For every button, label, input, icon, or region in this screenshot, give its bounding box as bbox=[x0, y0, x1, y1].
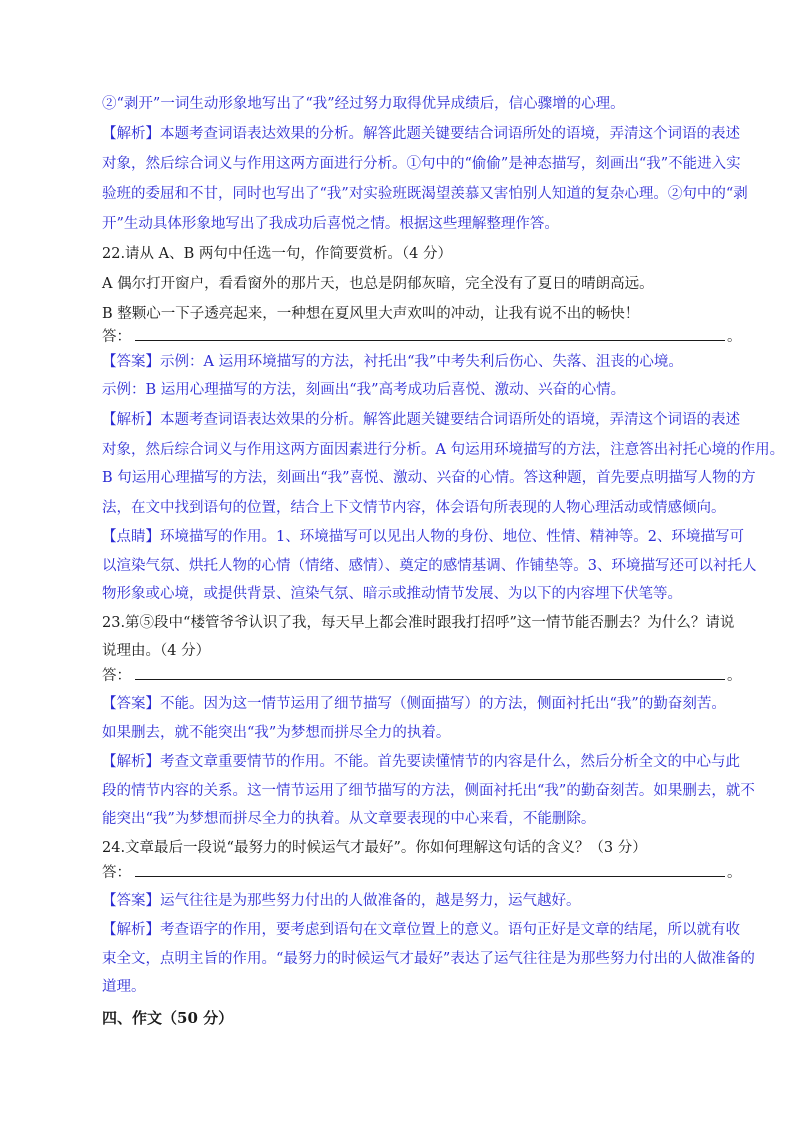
analysis-text: 验班的委屈和不甘，同时也写出了“我”对实验班既渴望羡慕又害怕别人知道的复杂心理。②句中的“剥 bbox=[102, 186, 748, 202]
question-23: 23.第⑤段中“楼管爷爷认识了我，每天早上都会准时跟我打招呼”这一情节能否删去？为什么？请说 bbox=[102, 615, 735, 631]
analysis-text: 【解析】考查语字的作用，要考虑到语句在文章位置上的意义。语句正好是文章的结尾，所以就有收 bbox=[102, 922, 740, 938]
tip-text: 物形象或心境，或提供背景、渲染气氛、暗示或推动情节发展、为以下的内容埋下伏笔等。 bbox=[102, 586, 682, 602]
analysis-text: 束全文，点明主旨的作用。“最努力的时候运气才最好”表达了运气往往是为那些努力付出的人做准备的 bbox=[102, 951, 755, 967]
question-22: 22.请从 A、B 两句中任选一句，作简要赏析。（4 分） bbox=[102, 246, 452, 262]
analysis-text: 【解析】本题考查词语表达效果的分析。解答此题关键要结合词语所处的语境，弄清这个词语的表述 bbox=[102, 126, 740, 142]
analysis-text: 【解析】本题考查词语表达效果的分析。解答此题关键要结合词语所处的语境，弄清这个词语的表述 bbox=[102, 412, 740, 428]
answer-text: 【答案】不能。因为这一情节运用了细节描写（侧面描写）的方法，侧面衬托出“我”的勤奋刻苦。 bbox=[102, 696, 726, 712]
answer-text: 【答案】运气往往是为那些努力付出的人做准备的，越是努力，运气越好。 bbox=[102, 893, 581, 909]
analysis-text: 开”生动具体形象地写出了我成功后喜悦之情。根据这些理解整理作答。 bbox=[102, 216, 559, 232]
answer-text: 【答案】示例：A 运用环境描写的方法，衬托出“我”中考失利后伤心、失落、沮丧的心境。 bbox=[102, 354, 683, 370]
question-24: 24.文章最后一段说“最努力的时候运气才最好”。你如何理解这句话的含义？（3 分） bbox=[102, 840, 647, 856]
analysis-text: B 句运用心理描写的方法，刻画出“我”喜悦、激动、兴奋的心情。答这种题，首先要点明描写人物的方 bbox=[102, 470, 756, 486]
answer-blank[interactable] bbox=[135, 663, 725, 680]
answer-text: 示例：B 运用心理描写的方法，刻画出“我”高考成功后喜悦、激动、兴奋的心情。 bbox=[102, 382, 626, 398]
question-23: 说理由。（4 分） bbox=[102, 643, 211, 659]
answer-point-2: ②“剥开”一词生动形象地写出了“我”经过努力取得优异成绩后，信心骤增的心理。 bbox=[102, 96, 625, 112]
tip-text: 以渲染气氛、烘托人物的心情（情绪、感情）、奠定的感情基调、作铺垫等。3、环境描写还可以衬托人 bbox=[102, 558, 757, 574]
analysis-text: 段的情节内容的关系。这一情节运用了细节描写的方法，侧面衬托出“我”的勤奋刻苦。如果删去，就不 bbox=[102, 783, 755, 799]
section-heading-composition: 四、作文（50 分） bbox=[102, 1009, 234, 1027]
answer-label: 答： bbox=[102, 668, 131, 684]
answer-label: 答： bbox=[102, 865, 131, 881]
answer-line[interactable] bbox=[102, 324, 742, 349]
answer-end: 。 bbox=[727, 329, 742, 345]
analysis-text: 法，在文中找到语句的位置，结合上下文情节内容，体会语句所表现的人物心理活动或情感倾向。 bbox=[102, 500, 726, 516]
option-a: A 偶尔打开窗户，看看窗外的那片天，也总是阴郁灰暗，完全没有了夏日的晴朗高远。 bbox=[102, 276, 654, 292]
answer-end: 。 bbox=[727, 865, 742, 881]
analysis-text: 道理。 bbox=[102, 979, 146, 995]
answer-end: 。 bbox=[727, 668, 742, 684]
analysis-text: 【解析】考查文章重要情节的作用。不能。首先要读懂情节的内容是什么，然后分析全文的中心与此 bbox=[102, 754, 740, 770]
analysis-text: 对象，然后综合词义与作用这两方面因素进行分析。A 句运用环境描写的方法，注意答出衬托心境的作用。 bbox=[102, 442, 785, 458]
analysis-text: 能突出“我”为梦想而拼尽全力的执着。从文章要表现的中心来看，不能删除。 bbox=[102, 811, 596, 827]
answer-line[interactable] bbox=[102, 860, 742, 885]
analysis-text: 对象，然后综合词义与作用这两方面进行分析。①句中的“偷偷”是神态描写，刻画出“我”不能进入实 bbox=[102, 156, 741, 172]
answer-label: 答： bbox=[102, 329, 131, 345]
answer-blank[interactable] bbox=[135, 324, 725, 341]
answer-line[interactable] bbox=[102, 663, 742, 688]
answer-text: 如果删去，就不能突出“我”为梦想而拼尽全力的执着。 bbox=[102, 725, 451, 741]
answer-blank[interactable] bbox=[135, 860, 725, 877]
tip-text: 【点睛】环境描写的作用。1、环境描写可以见出人物的身份、地位、性情、精神等。2、环境描写可 bbox=[102, 529, 744, 545]
option-b: B 整颗心一下子透亮起来，一种想在夏风里大声欢叫的冲动，让我有说不出的畅快！ bbox=[102, 306, 640, 322]
